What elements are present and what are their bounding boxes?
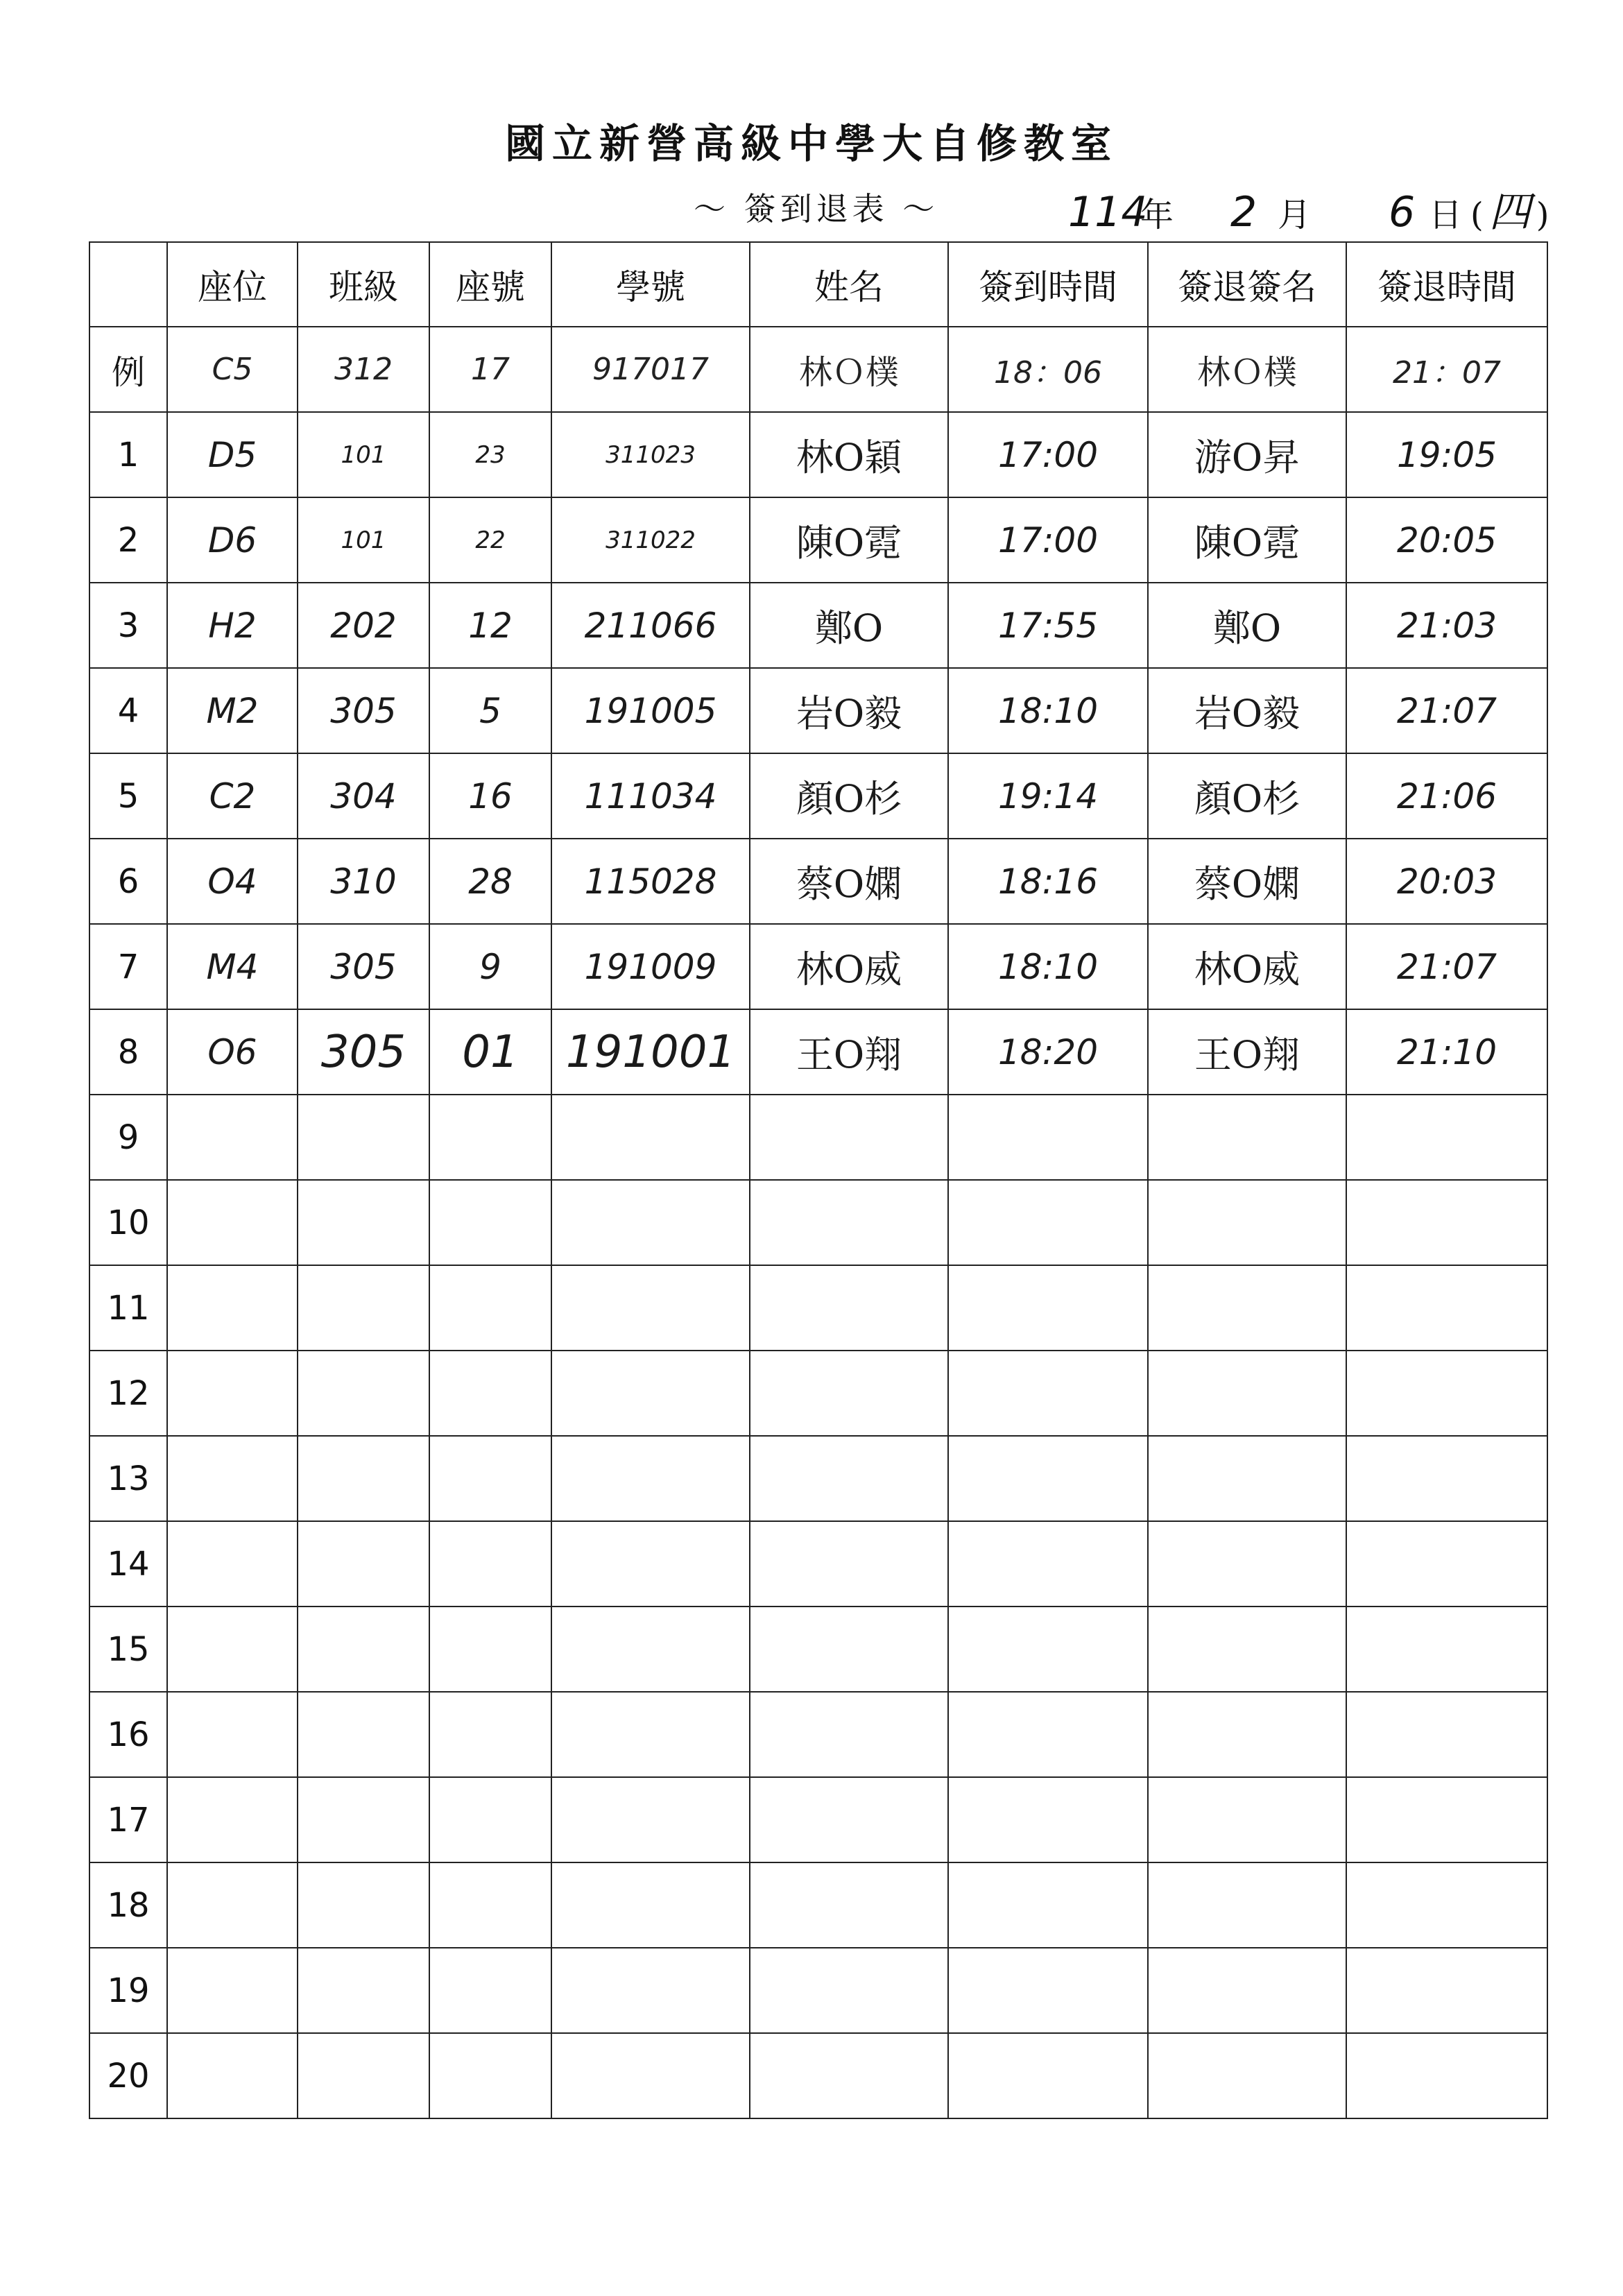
date-day-value: 6 [1389,188,1416,237]
table-row [89,1521,1547,1607]
sign-in-time-cell [948,2033,1148,2118]
sign-out-signature-cell: 顏O杉 [1148,753,1346,839]
page-subtitle: ～ 簽到退表 ～ [694,190,939,228]
sign-out-signature-cell [1148,1692,1346,1777]
table-row [89,1862,1547,1948]
seat-cell [167,1777,298,1862]
row-number-cell: 13 [89,1436,167,1521]
seat-cell [167,1265,298,1351]
header-sign-in-time: 簽到時間 [948,242,1148,327]
header-row-number [89,242,167,327]
sign-in-time-cell: 18:20 [948,1009,1148,1095]
class-cell: 305 [298,1009,429,1095]
table-row [89,1095,1547,1180]
seat-number-cell [429,1095,551,1180]
sign-in-time-cell: 18:16 [948,839,1148,924]
name-cell [750,1862,948,1948]
student-id-cell [551,1095,750,1180]
seat-cell [167,1692,298,1777]
sign-out-signature-cell: 游O昇 [1148,412,1346,497]
name-cell: 蔡O嫻 [750,839,948,924]
row-number-cell: 3 [89,583,167,668]
class-cell [298,2033,429,2118]
sign-out-signature-cell [1148,1521,1346,1607]
table-row [89,924,1547,1009]
seat-number-cell [429,1265,551,1351]
sign-in-time-cell: 18:10 [948,924,1148,1009]
seat-number-cell [429,1351,551,1436]
example-row [89,327,1547,412]
sign-out-time-cell [1346,1265,1547,1351]
sign-out-signature-cell [1148,1180,1346,1265]
class-cell [298,1180,429,1265]
table-row [89,497,1547,583]
sign-out-signature-cell [1148,1095,1346,1180]
example-name: 林Ｏ樸 [750,327,948,412]
class-cell: 202 [298,583,429,668]
sign-out-time-cell [1346,1692,1547,1777]
sign-out-time-cell: 21:07 [1346,668,1547,753]
name-cell: 岩O毅 [750,668,948,753]
example-seat-number: 17 [429,327,551,412]
header-seat: 座位 [167,242,298,327]
student-id-cell [551,1436,750,1521]
name-cell [750,1948,948,2033]
seat-number-cell [429,1777,551,1862]
seat-number-cell [429,1862,551,1948]
sign-in-time-cell [948,1180,1148,1265]
student-id-cell [551,1692,750,1777]
seat-cell [167,1862,298,1948]
sign-out-signature-cell: 王O翔 [1148,1009,1346,1095]
sign-out-time-cell [1346,1095,1547,1180]
date-year-label: 年 [1140,196,1174,234]
sign-in-time-cell [948,1351,1148,1436]
seat-cell [167,1351,298,1436]
header-sign-out-signature: 簽退簽名 [1148,242,1346,327]
student-id-cell: 311023 [551,412,750,497]
seat-number-cell: 16 [429,753,551,839]
date-day-label: 日 [1429,196,1463,234]
seat-number-cell [429,2033,551,2118]
table-row [89,1265,1547,1351]
seat-cell: D6 [167,497,298,583]
sign-out-time-cell [1346,1607,1547,1692]
row-number-cell: 20 [89,2033,167,2118]
sign-in-time-cell: 19:14 [948,753,1148,839]
name-cell [750,1521,948,1607]
table-row [89,1607,1547,1692]
example-sign-out-time: 21：07 [1346,327,1547,412]
name-cell: 王O翔 [750,1009,948,1095]
sign-out-signature-cell [1148,1351,1346,1436]
sign-out-signature-cell [1148,2033,1346,2118]
seat-number-cell: 01 [429,1009,551,1095]
seat-cell [167,2033,298,2118]
seat-cell: D5 [167,412,298,497]
table-row [89,1351,1547,1436]
header-name: 姓名 [750,242,948,327]
name-cell: 鄭O [750,583,948,668]
row-number-cell: 2 [89,497,167,583]
seat-cell: M2 [167,668,298,753]
sign-out-signature-cell: 林O威 [1148,924,1346,1009]
student-id-cell [551,1607,750,1692]
class-cell: 101 [298,412,429,497]
sign-out-time-cell [1346,1180,1547,1265]
student-id-cell [551,1265,750,1351]
name-cell [750,1095,948,1180]
name-cell [750,2033,948,2118]
table-row [89,839,1547,924]
seat-cell [167,1436,298,1521]
name-cell [750,1180,948,1265]
class-cell [298,1436,429,1521]
name-cell [750,1436,948,1521]
example-student-id: 917017 [551,327,750,412]
sign-out-time-cell: 21:07 [1346,924,1547,1009]
class-cell [298,1777,429,1862]
seat-number-cell [429,1607,551,1692]
sign-out-time-cell [1346,1351,1547,1436]
sign-out-time-cell [1346,1862,1547,1948]
row-number-cell: 14 [89,1521,167,1607]
row-number-cell: 16 [89,1692,167,1777]
sign-in-time-cell: 17:55 [948,583,1148,668]
class-cell [298,1607,429,1692]
table-row [89,1436,1547,1521]
sign-in-time-cell: 18:10 [948,668,1148,753]
row-number-cell: 19 [89,1948,167,2033]
student-id-cell [551,1862,750,1948]
sign-in-time-cell [948,1862,1148,1948]
seat-cell [167,1180,298,1265]
student-id-cell [551,1948,750,2033]
class-cell [298,1692,429,1777]
table-row [89,1777,1547,1862]
table-row [89,1692,1547,1777]
class-cell: 304 [298,753,429,839]
seat-number-cell [429,1521,551,1607]
seat-cell [167,1521,298,1607]
table-row [89,753,1547,839]
class-cell [298,1862,429,1948]
student-id-cell: 115028 [551,839,750,924]
seat-number-cell [429,1948,551,2033]
student-id-cell: 191001 [551,1009,750,1095]
class-cell: 310 [298,839,429,924]
seat-cell [167,1095,298,1180]
row-number-cell: 12 [89,1351,167,1436]
sign-out-signature-cell [1148,1948,1346,2033]
sign-out-time-cell: 20:05 [1346,497,1547,583]
sign-out-time-cell [1346,1436,1547,1521]
student-id-cell: 311022 [551,497,750,583]
header-seat-number: 座號 [429,242,551,327]
student-id-cell [551,1351,750,1436]
row-number-cell: 10 [89,1180,167,1265]
sign-in-time-cell [948,1521,1148,1607]
example-seat: C5 [167,327,298,412]
class-cell: 305 [298,924,429,1009]
date-weekday-value: 四 [1488,188,1531,237]
sign-out-signature-cell [1148,1862,1346,1948]
page-title: 國立新營高級中學大自修教室 [504,120,1118,167]
seat-cell [167,1948,298,2033]
seat-cell: H2 [167,583,298,668]
seat-cell [167,1607,298,1692]
example-label: 例 [89,327,167,412]
student-id-cell: 111034 [551,753,750,839]
sign-out-signature-cell [1148,1607,1346,1692]
class-cell [298,1521,429,1607]
student-id-cell: 191005 [551,668,750,753]
student-id-cell: 191009 [551,924,750,1009]
row-number-cell: 9 [89,1095,167,1180]
date-month-value: 2 [1230,188,1257,237]
table-header-row [89,242,1547,327]
table-row [89,1948,1547,2033]
name-cell: 顏O杉 [750,753,948,839]
sign-in-time-cell [948,1265,1148,1351]
sign-out-time-cell [1346,2033,1547,2118]
sign-out-time-cell: 21:03 [1346,583,1547,668]
sign-out-signature-cell [1148,1777,1346,1862]
seat-number-cell: 12 [429,583,551,668]
class-cell [298,1351,429,1436]
example-sign-in-time: 18：06 [948,327,1148,412]
date-line [1068,179,1549,239]
sign-in-time-cell [948,1436,1148,1521]
table-row [89,1009,1547,1095]
name-cell: 林O威 [750,924,948,1009]
seat-number-cell [429,1180,551,1265]
class-cell: 101 [298,497,429,583]
row-number-cell: 6 [89,839,167,924]
student-id-cell: 211066 [551,583,750,668]
name-cell [750,1265,948,1351]
sign-out-time-cell: 21:06 [1346,753,1547,839]
sign-out-time-cell [1346,1948,1547,2033]
name-cell: 陳O霓 [750,497,948,583]
seat-number-cell [429,1436,551,1521]
name-cell: 林O穎 [750,412,948,497]
class-cell: 305 [298,668,429,753]
sign-out-signature-cell [1148,1265,1346,1351]
seat-number-cell: 28 [429,839,551,924]
seat-number-cell: 22 [429,497,551,583]
row-number-cell: 7 [89,924,167,1009]
sign-in-time-cell: 17:00 [948,497,1148,583]
example-sign-out-signature: 林Ｏ樸 [1148,327,1346,412]
table-row [89,583,1547,668]
date-month-label: 月 [1278,196,1312,234]
sign-out-time-cell: 19:05 [1346,412,1547,497]
seat-cell: O4 [167,839,298,924]
example-class: 312 [298,327,429,412]
header-class: 班級 [298,242,429,327]
sign-in-time-cell [948,1692,1148,1777]
seat-number-cell: 23 [429,412,551,497]
header-student-id: 學號 [551,242,750,327]
sign-out-signature-cell: 岩O毅 [1148,668,1346,753]
row-number-cell: 17 [89,1777,167,1862]
student-id-cell [551,1521,750,1607]
weekday-open-paren: ( [1470,196,1484,234]
table-row [89,2033,1547,2118]
sign-in-time-cell [948,1948,1148,2033]
class-cell [298,1265,429,1351]
row-number-cell: 11 [89,1265,167,1351]
class-cell [298,1948,429,2033]
seat-cell: C2 [167,753,298,839]
seat-cell: M4 [167,924,298,1009]
student-id-cell [551,1180,750,1265]
table-row [89,1180,1547,1265]
sign-out-time-cell: 20:03 [1346,839,1547,924]
table-row [89,668,1547,753]
seat-number-cell: 9 [429,924,551,1009]
name-cell [750,1607,948,1692]
name-cell [750,1777,948,1862]
sign-out-time-cell [1346,1521,1547,1607]
row-number-cell: 5 [89,753,167,839]
sign-out-time-cell: 21:10 [1346,1009,1547,1095]
sign-out-signature-cell: 陳O霓 [1148,497,1346,583]
header-sign-out-time: 簽退時間 [1346,242,1547,327]
row-number-cell: 4 [89,668,167,753]
sign-in-time-cell [948,1607,1148,1692]
student-id-cell [551,2033,750,2118]
sign-out-time-cell [1346,1777,1547,1862]
date-year-value: 114 [1068,188,1148,237]
sign-out-signature-cell [1148,1436,1346,1521]
seat-number-cell: 5 [429,668,551,753]
sign-out-signature-cell: 蔡O嫻 [1148,839,1346,924]
row-number-cell: 8 [89,1009,167,1095]
sign-in-table [89,241,1548,2119]
seat-cell: O6 [167,1009,298,1095]
student-id-cell [551,1777,750,1862]
class-cell [298,1095,429,1180]
name-cell [750,1351,948,1436]
sign-in-time-cell [948,1777,1148,1862]
weekday-close-paren: ) [1536,196,1549,234]
sign-in-time-cell: 17:00 [948,412,1148,497]
row-number-cell: 1 [89,412,167,497]
name-cell [750,1692,948,1777]
sign-out-signature-cell: 鄭O [1148,583,1346,668]
seat-number-cell [429,1692,551,1777]
row-number-cell: 18 [89,1862,167,1948]
row-number-cell: 15 [89,1607,167,1692]
table-row [89,412,1547,497]
sign-in-time-cell [948,1095,1148,1180]
